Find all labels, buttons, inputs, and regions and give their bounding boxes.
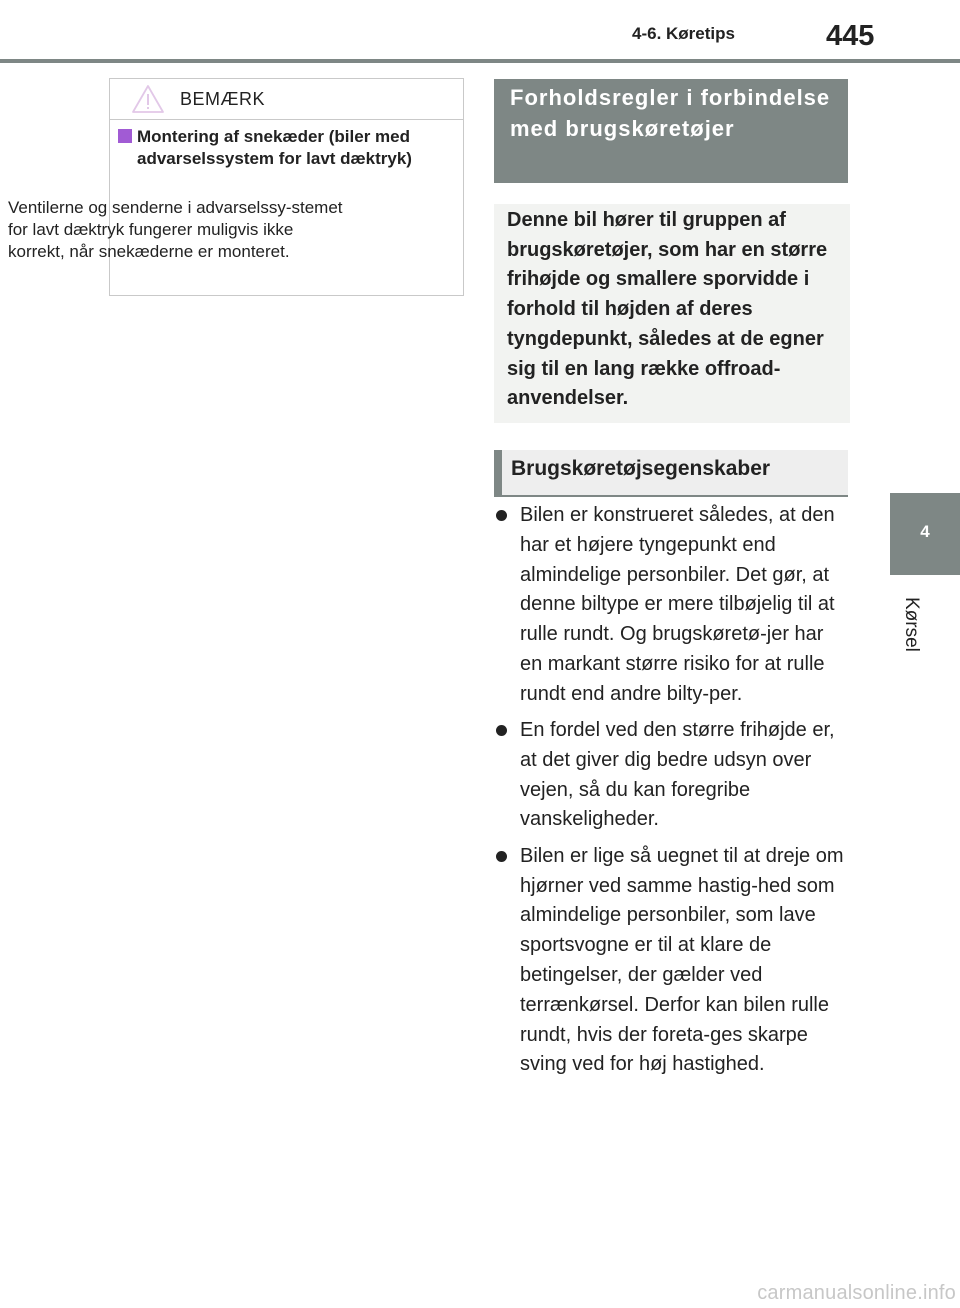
notice-box [109, 78, 464, 296]
page-number: 445 [826, 20, 875, 52]
list-item [494, 501, 848, 710]
chapter-tab [890, 493, 960, 575]
list-item [494, 842, 848, 1080]
bullet-dot-icon [496, 851, 507, 862]
section-heading-box [494, 79, 848, 183]
notice-header [110, 79, 463, 120]
subheading-accent-bar [494, 450, 502, 497]
notice-title: BEMÆRK [180, 89, 266, 109]
list-item-text: Bilen er lige så uegnet til at dreje om hjørner ved samme hastig-hed som almindelige personbiler, som lave sportsvogne er til at klare de betingelser, der gælder ved terrænkørsel. Derfor kan bilen rulle rundt, hvis der foreta-ges skarpe sving ved for høj hastighed. [520, 844, 844, 1076]
intro-text: Denne bil hører til gruppen af brugskøretøjer, som har en større frihøjde og smallere sporvidde i forhold til højden af deres tyngdepunkt, således at de egner sig til en lang række offroad-anvendelser. [507, 209, 828, 410]
watermark: carmanualsonline.info [757, 1282, 956, 1304]
notice-item-title: Montering af snekæder (biler med advarselssystem for lavt dæktryk) [137, 127, 412, 168]
chapter-number: 4 [920, 522, 930, 541]
header-divider [0, 59, 960, 63]
notice-body: Ventilerne og senderne i advarselssy-stemet for lavt dæktryk fungerer muligvis ikke korrekt, når snekæderne er monteret. [8, 198, 343, 261]
warning-triangle-icon [131, 84, 165, 114]
list-item-text: Bilen er konstrueret således, at den har et højere tyngepunkt end almindelige personbiler. Det gør, at denne biltype er mere tilbøjelig til at rulle rundt. Og brugskøretø-jer har en markant større risiko for at rulle rundt end andre bilty-per. [520, 504, 835, 705]
square-bullet-icon [118, 129, 132, 143]
intro-box [494, 204, 850, 423]
section-heading: Forholdsregler i forbindelse med brugskøretøjer [510, 85, 831, 141]
bullet-dot-icon [496, 725, 507, 736]
chapter-title: Kørsel [901, 597, 922, 652]
list-item-text: En fordel ved den større frihøjde er, at det giver dig bedre udsyn over vejen, så du kan foregribe vanskeligheder. [520, 719, 835, 831]
list-item [494, 716, 848, 835]
notice-item [118, 126, 453, 170]
subheading: Brugskøretøjsegenskaber [511, 457, 771, 480]
section-title: 4-6. Køretips [632, 24, 735, 43]
subheading-box [494, 450, 848, 497]
bullet-list [494, 501, 848, 1087]
bullet-dot-icon [496, 510, 507, 521]
